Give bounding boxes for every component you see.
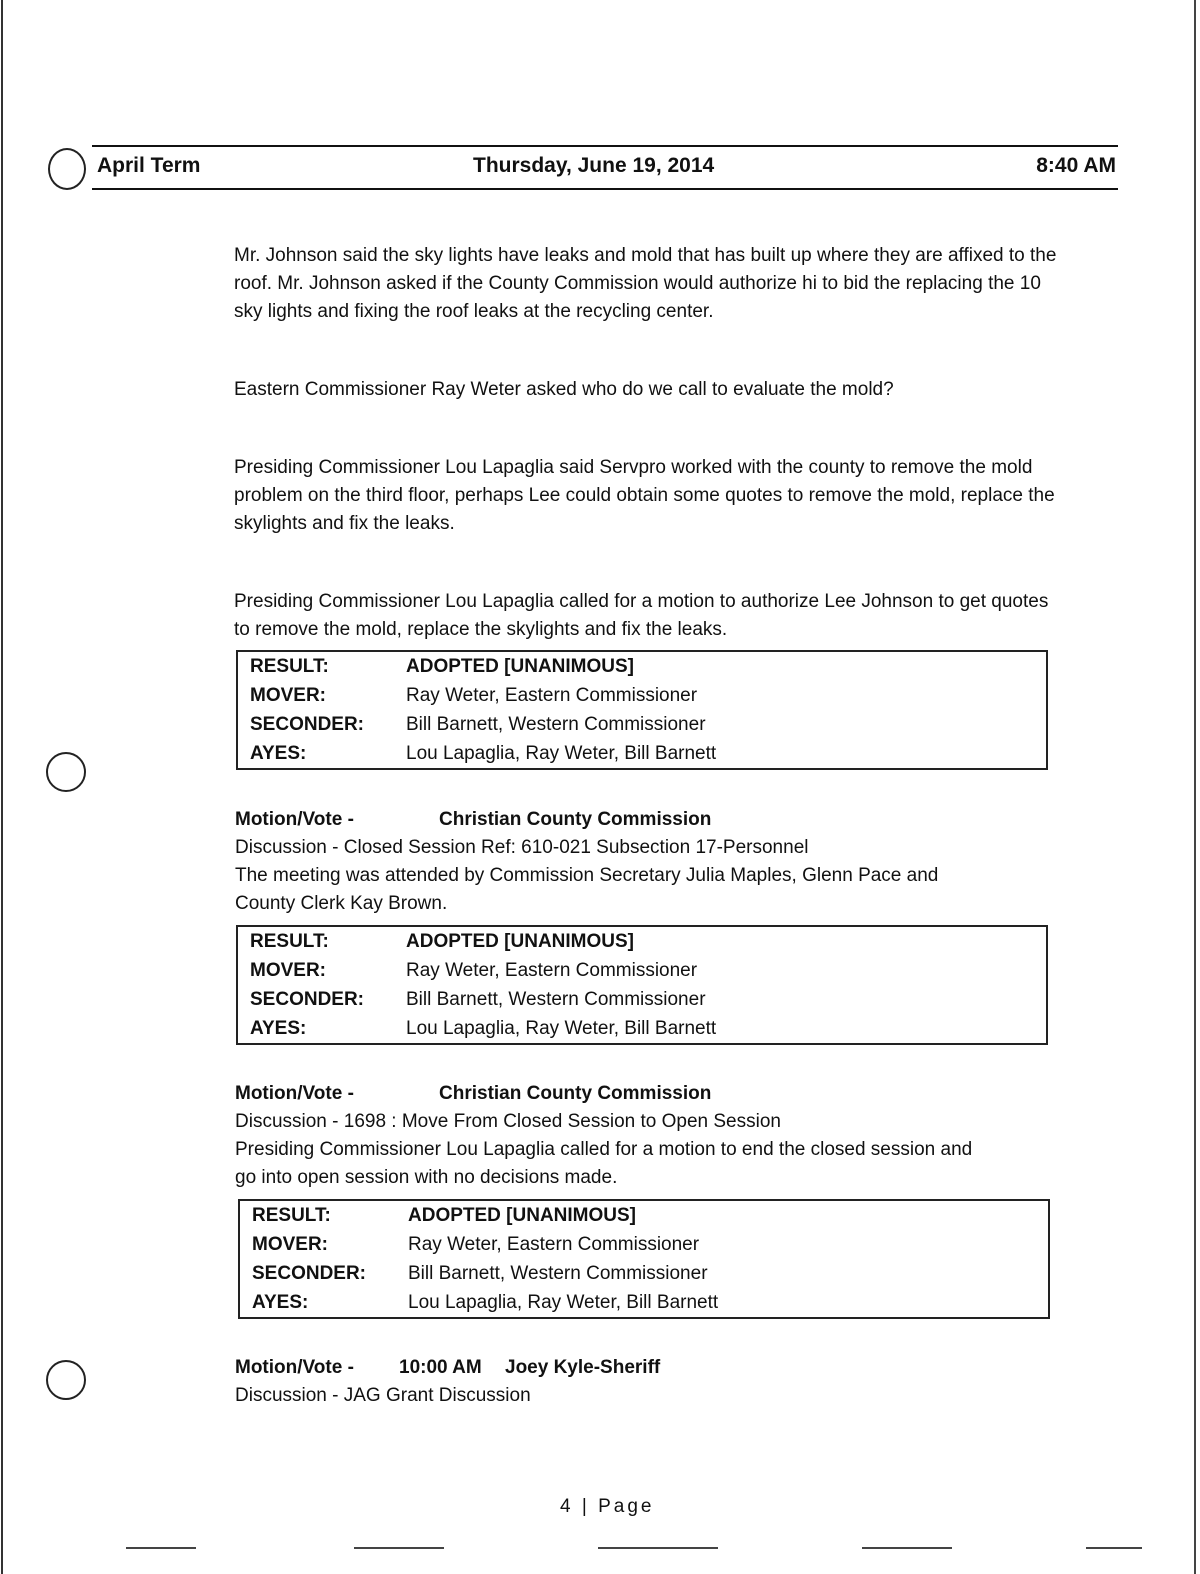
result-row	[239, 1200, 1049, 1230]
result-value: ADOPTED [UNANIMOUS]	[406, 655, 634, 677]
motion-body: Christian County Commission	[439, 1083, 712, 1104]
scan-artifact	[598, 1547, 718, 1549]
seconder-label: SECONDER:	[250, 713, 365, 735]
motion-discussion: Discussion - 1698 : Move From Closed Session to Open Session	[235, 1111, 781, 1132]
paragraph-sky-lights: Mr. Johnson said the sky lights have leaks and mold that has built up where they are affixed to the roof. Mr. Johnson asked if the County Commission would authorize hi to bid the replacing the 10 sky lights and fixing the roof leaks at the recycling center.	[234, 245, 1057, 322]
meeting-time: 8:40 AM	[1036, 154, 1116, 177]
ayes-row	[237, 1014, 1047, 1044]
ayes-label: AYES:	[250, 1017, 307, 1039]
page-label: Page	[598, 1496, 655, 1517]
ayes-value: Lou Lapaglia, Ray Weter, Bill Barnett	[408, 1291, 719, 1313]
motion-discussion: Discussion - Closed Session Ref: 610-021 Subsection 17-Personnel	[235, 837, 809, 858]
vote-result-table	[236, 650, 1048, 770]
motion-label: Motion/Vote -	[235, 1357, 354, 1378]
punch-hole-icon	[46, 1360, 86, 1400]
motion-label: Motion/Vote -	[235, 1083, 354, 1104]
mover-row	[237, 681, 1047, 710]
motion-detail: The meeting was attended by Commission Secretary Julia Maples, Glenn Pace and	[235, 865, 939, 886]
ayes-row	[237, 739, 1047, 769]
scan-artifact	[862, 1547, 952, 1549]
header-rule-top	[92, 145, 1118, 147]
motion-detail: County Clerk Kay Brown.	[235, 893, 448, 914]
page-separator: |	[573, 1496, 599, 1517]
vote-result-table	[236, 925, 1048, 1045]
paragraph-motion-call: Presiding Commissioner Lou Lapaglia called for a motion to authorize Lee Johnson to get quotes to remove the mold, replace the skylights and fix the leaks.	[234, 591, 1049, 640]
seconder-label: SECONDER:	[252, 1262, 367, 1284]
seconder-value: Bill Barnett, Western Commissioner	[406, 713, 706, 735]
motion-block	[235, 1080, 1075, 1192]
motion-block	[235, 806, 1075, 918]
mover-label: MOVER:	[250, 959, 326, 981]
page-edge-right	[1194, 0, 1196, 1574]
ayes-label: AYES:	[250, 742, 307, 764]
result-label: RESULT:	[250, 930, 329, 952]
mover-value: Ray Weter, Eastern Commissioner	[408, 1233, 700, 1255]
motion-discussion: Discussion - JAG Grant Discussion	[235, 1385, 531, 1406]
page-number: 4	[560, 1496, 574, 1517]
motion-detail: go into open session with no decisions made.	[235, 1167, 618, 1188]
motion-body: Christian County Commission	[439, 809, 712, 830]
mover-value: Ray Weter, Eastern Commissioner	[406, 684, 698, 706]
page-edge-left	[1, 0, 3, 1574]
seconder-row	[237, 985, 1047, 1014]
result-value: ADOPTED [UNANIMOUS]	[406, 930, 634, 952]
seconder-row	[237, 710, 1047, 739]
scan-artifact	[354, 1547, 444, 1549]
mover-row	[239, 1230, 1049, 1259]
header-rule-bottom	[92, 188, 1118, 190]
paragraph-servpro: Presiding Commissioner Lou Lapaglia said Servpro worked with the county to remove the mold problem on the third floor, perhaps Lee could obtain some quotes to remove the mold, replace the skylights and fix the leaks.	[234, 457, 1055, 534]
mover-label: MOVER:	[250, 684, 326, 706]
motion-time: 10:00 AM	[399, 1357, 482, 1378]
paragraph-mold-question: Eastern Commissioner Ray Weter asked who do we call to evaluate the mold?	[234, 379, 894, 400]
ayes-value: Lou Lapaglia, Ray Weter, Bill Barnett	[406, 1017, 717, 1039]
result-label: RESULT:	[252, 1204, 331, 1226]
mover-row	[237, 956, 1047, 985]
scan-artifact	[126, 1547, 196, 1549]
term-label: April Term	[97, 154, 201, 177]
ayes-value: Lou Lapaglia, Ray Weter, Bill Barnett	[406, 742, 717, 764]
seconder-value: Bill Barnett, Western Commissioner	[408, 1262, 708, 1284]
page-footer	[560, 1496, 654, 1518]
seconder-label: SECONDER:	[250, 988, 365, 1010]
motion-label: Motion/Vote -	[235, 809, 354, 830]
mover-label: MOVER:	[252, 1233, 328, 1255]
scan-artifact	[1086, 1547, 1142, 1549]
motion-block	[235, 1354, 1075, 1410]
vote-result-table	[238, 1199, 1050, 1319]
ayes-label: AYES:	[252, 1291, 309, 1313]
mover-value: Ray Weter, Eastern Commissioner	[406, 959, 698, 981]
motion-detail: Presiding Commissioner Lou Lapaglia called for a motion to end the closed session and	[235, 1139, 973, 1160]
result-row	[237, 926, 1047, 956]
seconder-value: Bill Barnett, Western Commissioner	[406, 988, 706, 1010]
ayes-row	[239, 1288, 1049, 1318]
punch-hole-icon	[48, 148, 86, 190]
punch-hole-icon	[46, 752, 86, 792]
result-row	[237, 651, 1047, 681]
seconder-row	[239, 1259, 1049, 1288]
meeting-date: Thursday, June 19, 2014	[473, 154, 715, 177]
result-label: RESULT:	[250, 655, 329, 677]
motion-body: Joey Kyle-Sheriff	[505, 1357, 661, 1378]
result-value: ADOPTED [UNANIMOUS]	[408, 1204, 636, 1226]
